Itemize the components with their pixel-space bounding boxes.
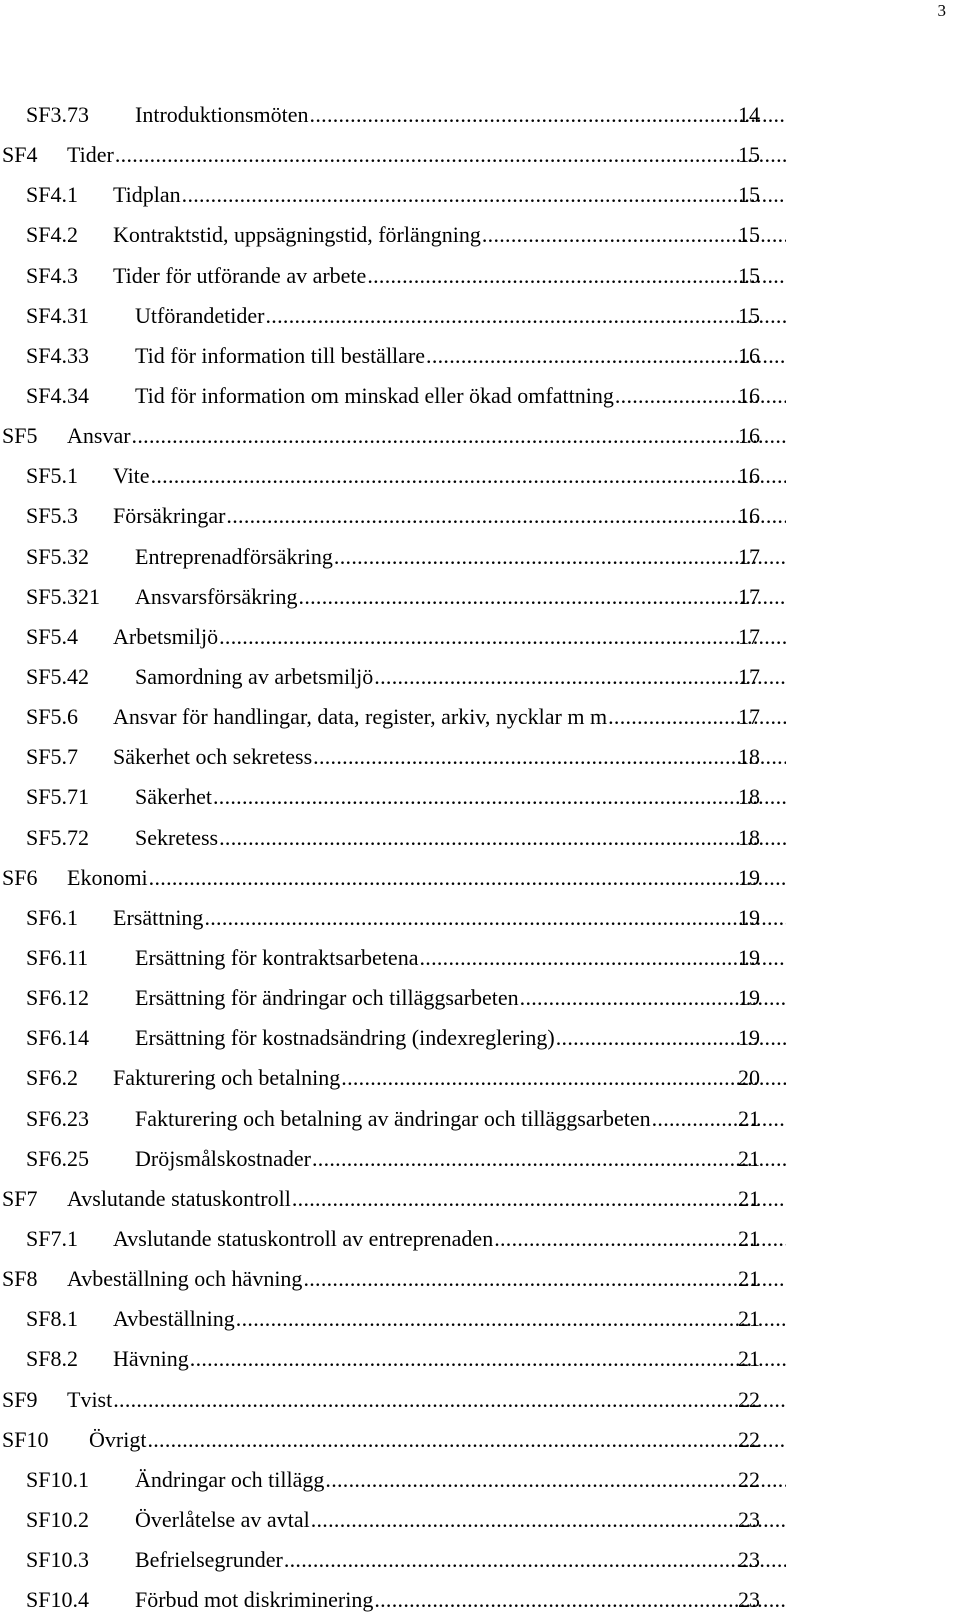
toc-entry-body [67, 416, 786, 456]
toc-entry[interactable] [0, 1099, 960, 1139]
toc-entry-number: SF8.1 [26, 1306, 78, 1332]
toc-entry-title: Tider för utförande av arbete [113, 262, 367, 288]
toc-entry-number: SF4.34 [26, 382, 89, 408]
toc-entry-title: Tid för information till beställare [135, 342, 426, 368]
toc-entry-page: 16 [738, 423, 760, 449]
toc-entry[interactable] [0, 1139, 960, 1179]
toc-entry-body [67, 1259, 786, 1299]
toc-entry-number: SF10 [2, 1426, 49, 1452]
toc-entry[interactable] [0, 256, 960, 296]
toc-entry[interactable] [0, 336, 960, 376]
toc-entry-number: SF10.3 [26, 1547, 89, 1573]
toc-entry-title: Tidplan [113, 182, 181, 208]
toc-entry[interactable] [0, 577, 960, 617]
toc-entry-number: SF5.3 [26, 503, 78, 529]
toc-entry-number: SF6.14 [26, 1025, 89, 1051]
dot-leader [311, 1500, 786, 1540]
toc-entry-body [113, 1058, 786, 1098]
page-number: 3 [937, 1, 946, 20]
toc-entry-body [67, 1380, 786, 1420]
toc-entry-title: Dröjsmålskostnader [135, 1145, 311, 1171]
toc-entry-number: SF6.12 [26, 985, 89, 1011]
toc-entry[interactable] [0, 938, 960, 978]
toc-entry[interactable] [0, 496, 960, 536]
toc-entry-page: 21 [738, 1185, 760, 1211]
toc-entry-number: SF4.2 [26, 222, 78, 248]
toc-entry-body [135, 336, 786, 376]
toc-entry-number: SF8.2 [26, 1346, 78, 1372]
toc-entry-number: SF9 [2, 1386, 38, 1412]
toc-entry[interactable] [0, 818, 960, 858]
toc-entry-page: 16 [738, 503, 760, 529]
toc-entry-page: 21 [738, 1145, 760, 1171]
toc-entry[interactable] [0, 95, 960, 135]
toc-entry-title: Ersättning för kostnadsändring (indexreglering) [135, 1025, 555, 1051]
toc-entry-page: 19 [738, 864, 760, 890]
toc-entry-title: Avbeställning och hävning [67, 1266, 303, 1292]
toc-entry-page: 19 [738, 985, 760, 1011]
toc-entry-title: Sekretess [135, 824, 219, 850]
toc-entry[interactable] [0, 1420, 960, 1460]
toc-entry-body [113, 737, 786, 777]
toc-entry[interactable] [0, 416, 960, 456]
dot-leader [284, 1540, 786, 1580]
toc-entry[interactable] [0, 617, 960, 657]
dot-leader [190, 1339, 786, 1379]
toc-entry-body [113, 496, 786, 536]
toc-entry-title: Utförandetider [135, 302, 265, 328]
toc-entry-body [135, 1460, 786, 1500]
toc-entry-body [113, 1299, 786, 1339]
toc-entry-number: SF4.1 [26, 182, 78, 208]
toc-entry-title: Säkerhet och sekretess [113, 744, 313, 770]
toc-entry-body [135, 577, 786, 617]
toc-entry-page: 16 [738, 382, 760, 408]
toc-entry-body [135, 777, 786, 817]
toc-entry-title: Introduktionsmöten [135, 102, 309, 127]
toc-entry-number: SF10.2 [26, 1506, 89, 1532]
toc-entry-page: 17 [738, 623, 760, 649]
toc-entry-number: SF4 [2, 142, 38, 168]
toc-entry-body [113, 617, 786, 657]
toc-entry-title: Avslutande statuskontroll [67, 1185, 291, 1211]
dot-leader [426, 336, 786, 376]
toc-entry[interactable] [0, 1339, 960, 1379]
toc-entry-title: Avslutande statuskontroll av entreprenaden [113, 1225, 494, 1251]
toc-entry-page: 18 [738, 784, 760, 810]
toc-entry[interactable] [0, 1540, 960, 1580]
toc-entry-page: 17 [738, 583, 760, 609]
toc-entry[interactable] [0, 456, 960, 496]
dot-leader [151, 456, 786, 496]
toc-entry-page: 18 [738, 744, 760, 770]
toc-entry-title: Ersättning [113, 904, 204, 930]
toc-entry-number: SF4.33 [26, 342, 89, 368]
dot-leader [299, 577, 786, 617]
dot-leader [374, 657, 786, 697]
toc-entry-number: SF4.31 [26, 302, 89, 328]
toc-entry-body [113, 215, 786, 255]
toc-entry-page: 21 [738, 1266, 760, 1292]
dot-leader [303, 1259, 786, 1299]
dot-leader [334, 537, 786, 577]
toc-entry-title: Tider [67, 142, 114, 168]
toc-entry-body [67, 1179, 786, 1219]
toc-entry-page: 15 [738, 302, 760, 328]
dot-leader [367, 256, 786, 296]
toc-entry[interactable] [0, 215, 960, 255]
toc-entry-page: 21 [738, 1306, 760, 1332]
toc-entry[interactable] [0, 1018, 960, 1058]
toc-entry-number: SF6.2 [26, 1065, 78, 1091]
toc-entry[interactable] [0, 1219, 960, 1259]
toc-entry-page: 15 [738, 142, 760, 168]
toc-entry-body [135, 537, 786, 577]
toc-entry[interactable] [0, 1058, 960, 1098]
toc-entry-body [135, 1500, 786, 1540]
dot-leader [313, 737, 786, 777]
toc-entry-title: Tid för information om minskad eller ökad omfattning [135, 382, 614, 408]
toc-entry-title: Ändringar och tillägg [135, 1466, 325, 1492]
toc-entry[interactable] [0, 1380, 960, 1420]
dot-leader [325, 1460, 786, 1500]
toc-entry-page: 15 [738, 262, 760, 288]
toc-entry-page: 22 [738, 1466, 760, 1492]
toc-entry-page: 19 [738, 944, 760, 970]
toc-entry-number: SF6.1 [26, 904, 78, 930]
toc-entry[interactable] [0, 1179, 960, 1219]
toc-entry-title: Arbetsmiljö [113, 623, 219, 649]
toc-entry[interactable] [0, 1299, 960, 1339]
toc-entry-number: SF5.7 [26, 744, 78, 770]
dot-leader [292, 1179, 786, 1219]
toc-entry-body [113, 898, 786, 938]
dot-leader [419, 938, 786, 978]
toc-entry-page: 16 [738, 342, 760, 368]
toc-entry-body [113, 256, 786, 296]
toc-entry-page: 17 [738, 704, 760, 730]
toc-entry-title: Ersättning för kontraktsarbetena [135, 944, 419, 970]
toc-entry-body [135, 657, 786, 697]
dot-leader [147, 1420, 786, 1460]
toc-entry-title: Ekonomi [67, 864, 148, 890]
toc-entry-number: SF10.4 [26, 1587, 89, 1613]
toc-entry-body [135, 376, 786, 416]
toc-entry-page: 17 [738, 663, 760, 689]
toc-entry-page: 19 [738, 904, 760, 930]
toc-entry-page: 23 [738, 1587, 760, 1613]
toc-entry-title: Tvist [67, 1386, 113, 1412]
dot-leader [219, 818, 786, 858]
toc-entry-title: Övrigt [89, 1426, 147, 1452]
toc-entry-title: Ansvar [67, 423, 131, 449]
dot-leader [149, 858, 786, 898]
toc-entry-page: 18 [738, 824, 760, 850]
toc-entry-number: SF5.72 [26, 824, 89, 850]
toc-entry-body [135, 1540, 786, 1580]
dot-leader [236, 1299, 786, 1339]
toc-entry-number: SF7.1 [26, 1225, 78, 1251]
toc-entry-title: Fakturering och betalning av ändringar och tilläggsarbeten [135, 1105, 651, 1131]
toc-entry-number: SF7 [2, 1185, 38, 1211]
toc-entry-title: Samordning av arbetsmiljö [135, 663, 374, 689]
toc-entry-page: 21 [738, 1105, 760, 1131]
toc-entry-page: 23 [738, 1547, 760, 1573]
toc-entry-number: SF5.71 [26, 784, 89, 810]
toc-entry[interactable] [0, 376, 960, 416]
toc-entry-page: 21 [738, 1346, 760, 1372]
toc-entry-page: 19 [738, 1025, 760, 1051]
dot-leader [226, 496, 786, 536]
toc-entry[interactable] [0, 858, 960, 898]
toc-entry-number: SF5.1 [26, 463, 78, 489]
toc-entry-title: Försäkringar [113, 503, 226, 529]
toc-entry[interactable] [0, 175, 960, 215]
toc-entry-title: Fakturering och betalning [113, 1065, 341, 1091]
table-of-contents [0, 95, 960, 1620]
toc-entry-number: SF5 [2, 423, 38, 449]
toc-entry[interactable] [0, 1460, 960, 1500]
toc-entry-number: SF6.23 [26, 1105, 89, 1131]
dot-leader [341, 1058, 786, 1098]
toc-entry[interactable] [0, 296, 960, 336]
toc-entry-number: SF6 [2, 864, 38, 890]
toc-entry-title: Entreprenadförsäkring [135, 543, 333, 569]
toc-entry-body [135, 95, 786, 135]
toc-entry-page: 14 [738, 102, 760, 127]
toc-entry-number: SF5.4 [26, 623, 78, 649]
toc-entry-page: 22 [738, 1386, 760, 1412]
toc-entry[interactable] [0, 1500, 960, 1540]
toc-entry-page: 15 [738, 182, 760, 208]
toc-entry-body [113, 175, 786, 215]
toc-entry[interactable] [0, 898, 960, 938]
dot-leader [132, 416, 786, 456]
toc-entry-title: Förbud mot diskriminering [135, 1587, 374, 1613]
toc-entry-title: Befrielsegrunder [135, 1547, 283, 1573]
toc-entry-body [135, 938, 786, 978]
toc-entry-body [135, 296, 786, 336]
toc-entry-title: Säkerhet [135, 784, 212, 810]
toc-entry-body [135, 1018, 786, 1058]
toc-entry-number: SF5.6 [26, 704, 78, 730]
toc-entry-title: Avbeställning [113, 1306, 235, 1332]
toc-entry-page: 21 [738, 1225, 760, 1251]
toc-entry-number: SF5.321 [26, 583, 100, 609]
toc-entry-number: SF10.1 [26, 1466, 89, 1492]
toc-entry-page: 23 [738, 1506, 760, 1532]
toc-entry-title: Kontraktstid, uppsägningstid, förlängning [113, 222, 481, 248]
toc-entry-body [113, 697, 786, 737]
toc-entry-body [113, 456, 786, 496]
dot-leader [113, 1380, 786, 1420]
toc-entry[interactable] [0, 135, 960, 175]
dot-leader [312, 1139, 786, 1179]
dot-leader [219, 617, 786, 657]
dot-leader [213, 777, 786, 817]
toc-entry[interactable] [0, 737, 960, 777]
toc-entry-number: SF8 [2, 1266, 38, 1292]
toc-entry-body [135, 1099, 786, 1139]
dot-leader [310, 95, 786, 135]
dot-leader [374, 1580, 786, 1620]
toc-entry[interactable] [0, 657, 960, 697]
toc-entry-number: SF6.25 [26, 1145, 89, 1171]
toc-entry-body [135, 1580, 786, 1620]
toc-entry-body [135, 818, 786, 858]
toc-entry-number: SF5.42 [26, 663, 89, 689]
dot-leader [115, 135, 786, 175]
toc-entry[interactable] [0, 978, 960, 1018]
toc-entry[interactable] [0, 1580, 960, 1620]
toc-entry-number: SF3.73 [26, 102, 89, 127]
toc-entry[interactable] [0, 697, 960, 737]
toc-entry-number: SF4.3 [26, 262, 78, 288]
toc-entry-body [89, 1420, 786, 1460]
toc-entry[interactable] [0, 537, 960, 577]
dot-leader [182, 175, 786, 215]
toc-entry[interactable] [0, 1259, 960, 1299]
toc-entry-body [135, 978, 786, 1018]
toc-entry-title: Vite [113, 463, 150, 489]
toc-entry-page: 15 [738, 222, 760, 248]
toc-entry-title: Ersättning för ändringar och tilläggsarbeten [135, 985, 519, 1011]
toc-entry-number: SF6.11 [26, 944, 89, 970]
toc-entry-page: 22 [738, 1426, 760, 1452]
toc-entry-page: 17 [738, 543, 760, 569]
toc-entry-title: Ansvarsförsäkring [135, 583, 298, 609]
toc-entry-body [113, 1339, 786, 1379]
toc-entry-title: Ansvar för handlingar, data, register, arkiv, nycklar m m [113, 704, 608, 730]
toc-entry-body [67, 135, 786, 175]
toc-entry-body [67, 858, 786, 898]
toc-entry-page: 16 [738, 463, 760, 489]
toc-entry-number: SF5.32 [26, 543, 89, 569]
toc-entry-body [135, 1139, 786, 1179]
toc-entry-page: 20 [738, 1065, 760, 1091]
toc-entry-title: Överlåtelse av avtal [135, 1506, 310, 1532]
toc-entry[interactable] [0, 777, 960, 817]
toc-entry-body [113, 1219, 786, 1259]
dot-leader [266, 296, 787, 336]
dot-leader [204, 898, 786, 938]
toc-entry-title: Hävning [113, 1346, 189, 1372]
